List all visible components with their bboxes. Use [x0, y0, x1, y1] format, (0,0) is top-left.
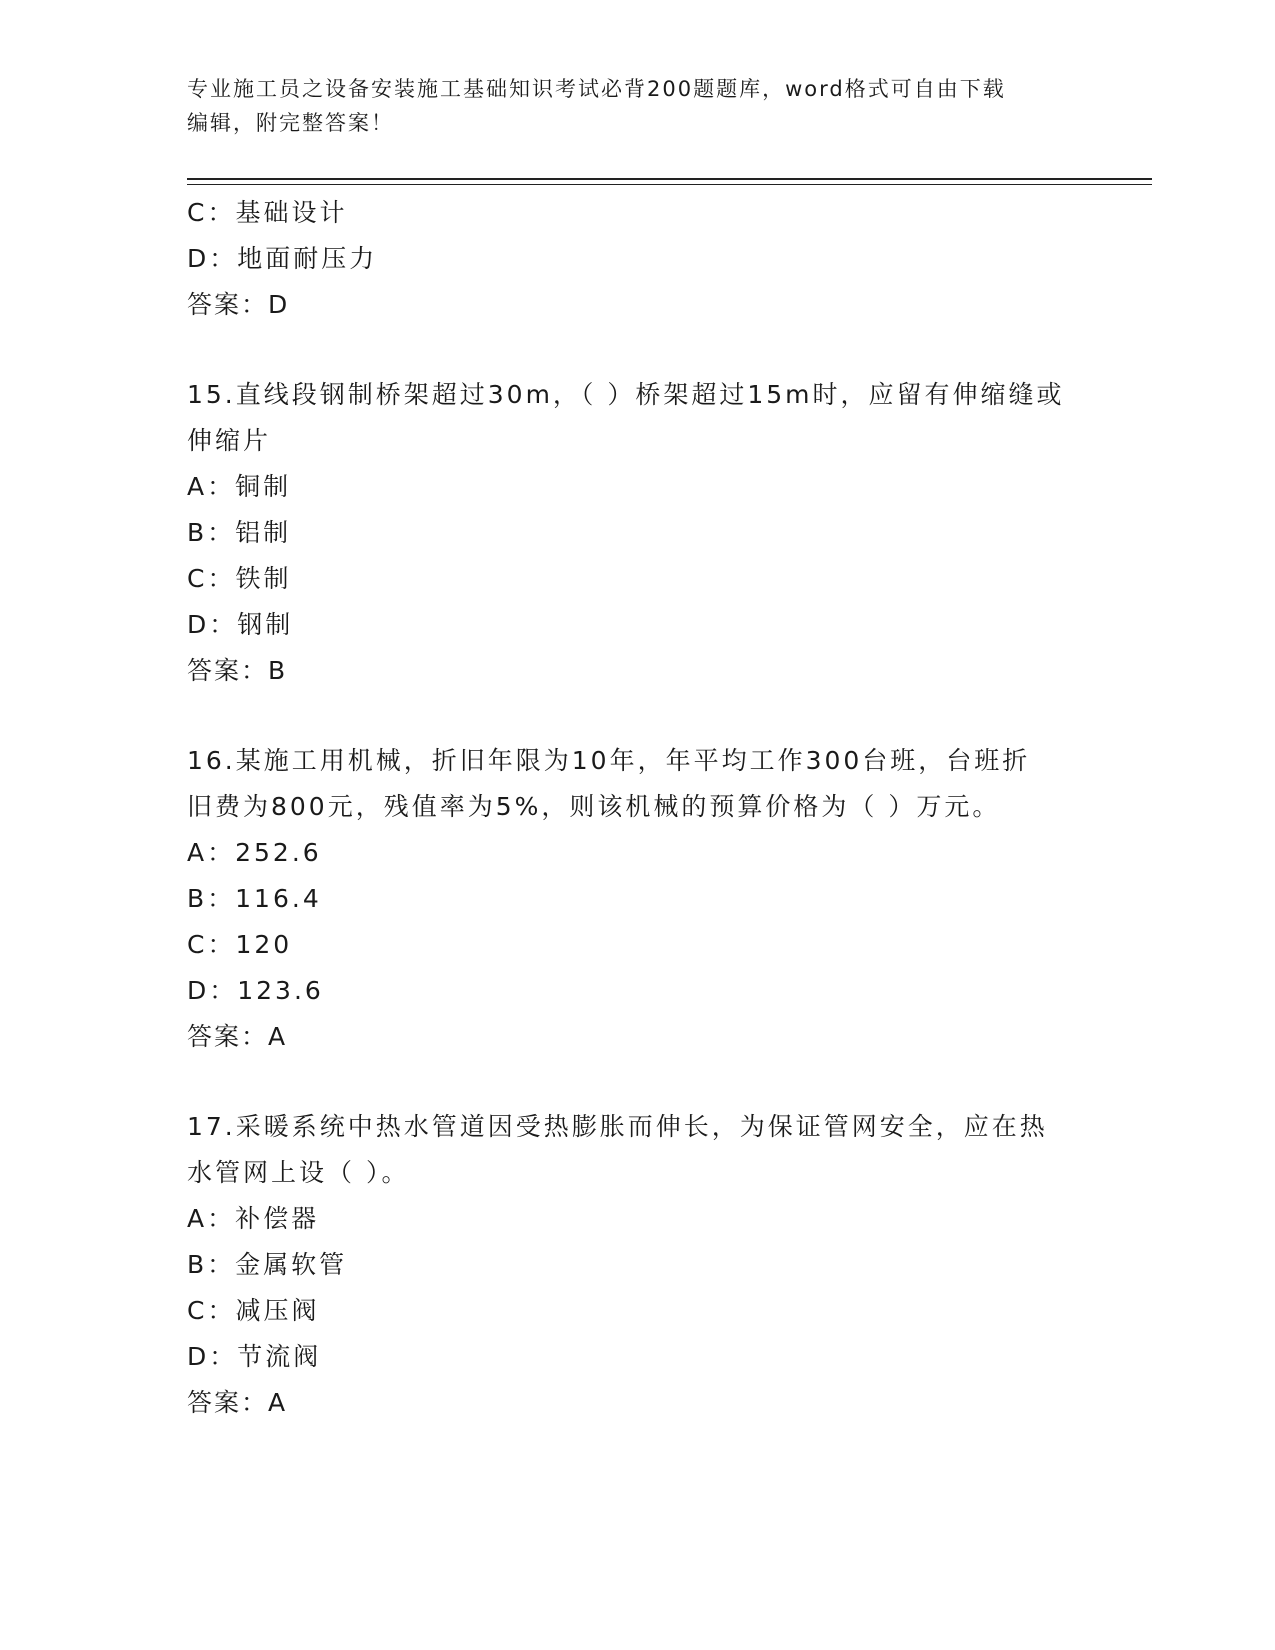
question-stem-line-1: 15.直线段钢制桥架超过30m，（ ）桥架超过15m时，应留有伸缩缝或 [187, 380, 1065, 409]
header-line-1: 专业施工员之设备安装施工基础知识考试必背200题题库，word格式可自由下载 [187, 77, 1006, 101]
document-header [187, 72, 1067, 140]
header-line-2: 编辑，附完整答案！ [187, 111, 394, 135]
option-d: D：节流阀 [187, 1342, 322, 1371]
question-stem-line-2: 旧费为800元，残值率为5%，则该机械的预算价格为（ ）万元。 [187, 792, 1001, 821]
question-15 [187, 372, 1087, 694]
option-a: A：补偿器 [187, 1204, 320, 1233]
option-d: D：地面耐压力 [187, 244, 378, 273]
option-d: D：123.6 [187, 976, 324, 1005]
option-a: A：铜制 [187, 472, 292, 501]
option-c: C：减压阀 [187, 1296, 320, 1325]
question-stem-line-2: 水管网上设（ ）。 [187, 1158, 410, 1187]
previous-question-tail [187, 190, 1087, 328]
question-stem-line-1: 17.采暖系统中热水管道因受热膨胀而伸长，为保证管网安全，应在热 [187, 1112, 1048, 1141]
answer-line: 答案：B [187, 656, 288, 685]
option-a: A：252.6 [187, 838, 322, 867]
option-c: C：120 [187, 930, 293, 959]
question-17 [187, 1104, 1087, 1426]
question-16 [187, 738, 1087, 1060]
answer-line: 答案：D [187, 290, 290, 319]
option-b: B：铝制 [187, 518, 292, 547]
option-b: B：116.4 [187, 884, 322, 913]
option-c: C：铁制 [187, 564, 292, 593]
header-divider [187, 178, 1152, 185]
option-b: B：金属软管 [187, 1250, 348, 1279]
option-c: C：基础设计 [187, 198, 348, 227]
option-d: D：钢制 [187, 610, 294, 639]
answer-line: 答案：A [187, 1388, 288, 1417]
question-stem-line-1: 16.某施工用机械，折旧年限为10年，年平均工作300台班，台班折 [187, 746, 1031, 775]
question-stem-line-2: 伸缩片 [187, 426, 272, 455]
document-body [187, 190, 1087, 1426]
answer-line: 答案：A [187, 1022, 288, 1051]
